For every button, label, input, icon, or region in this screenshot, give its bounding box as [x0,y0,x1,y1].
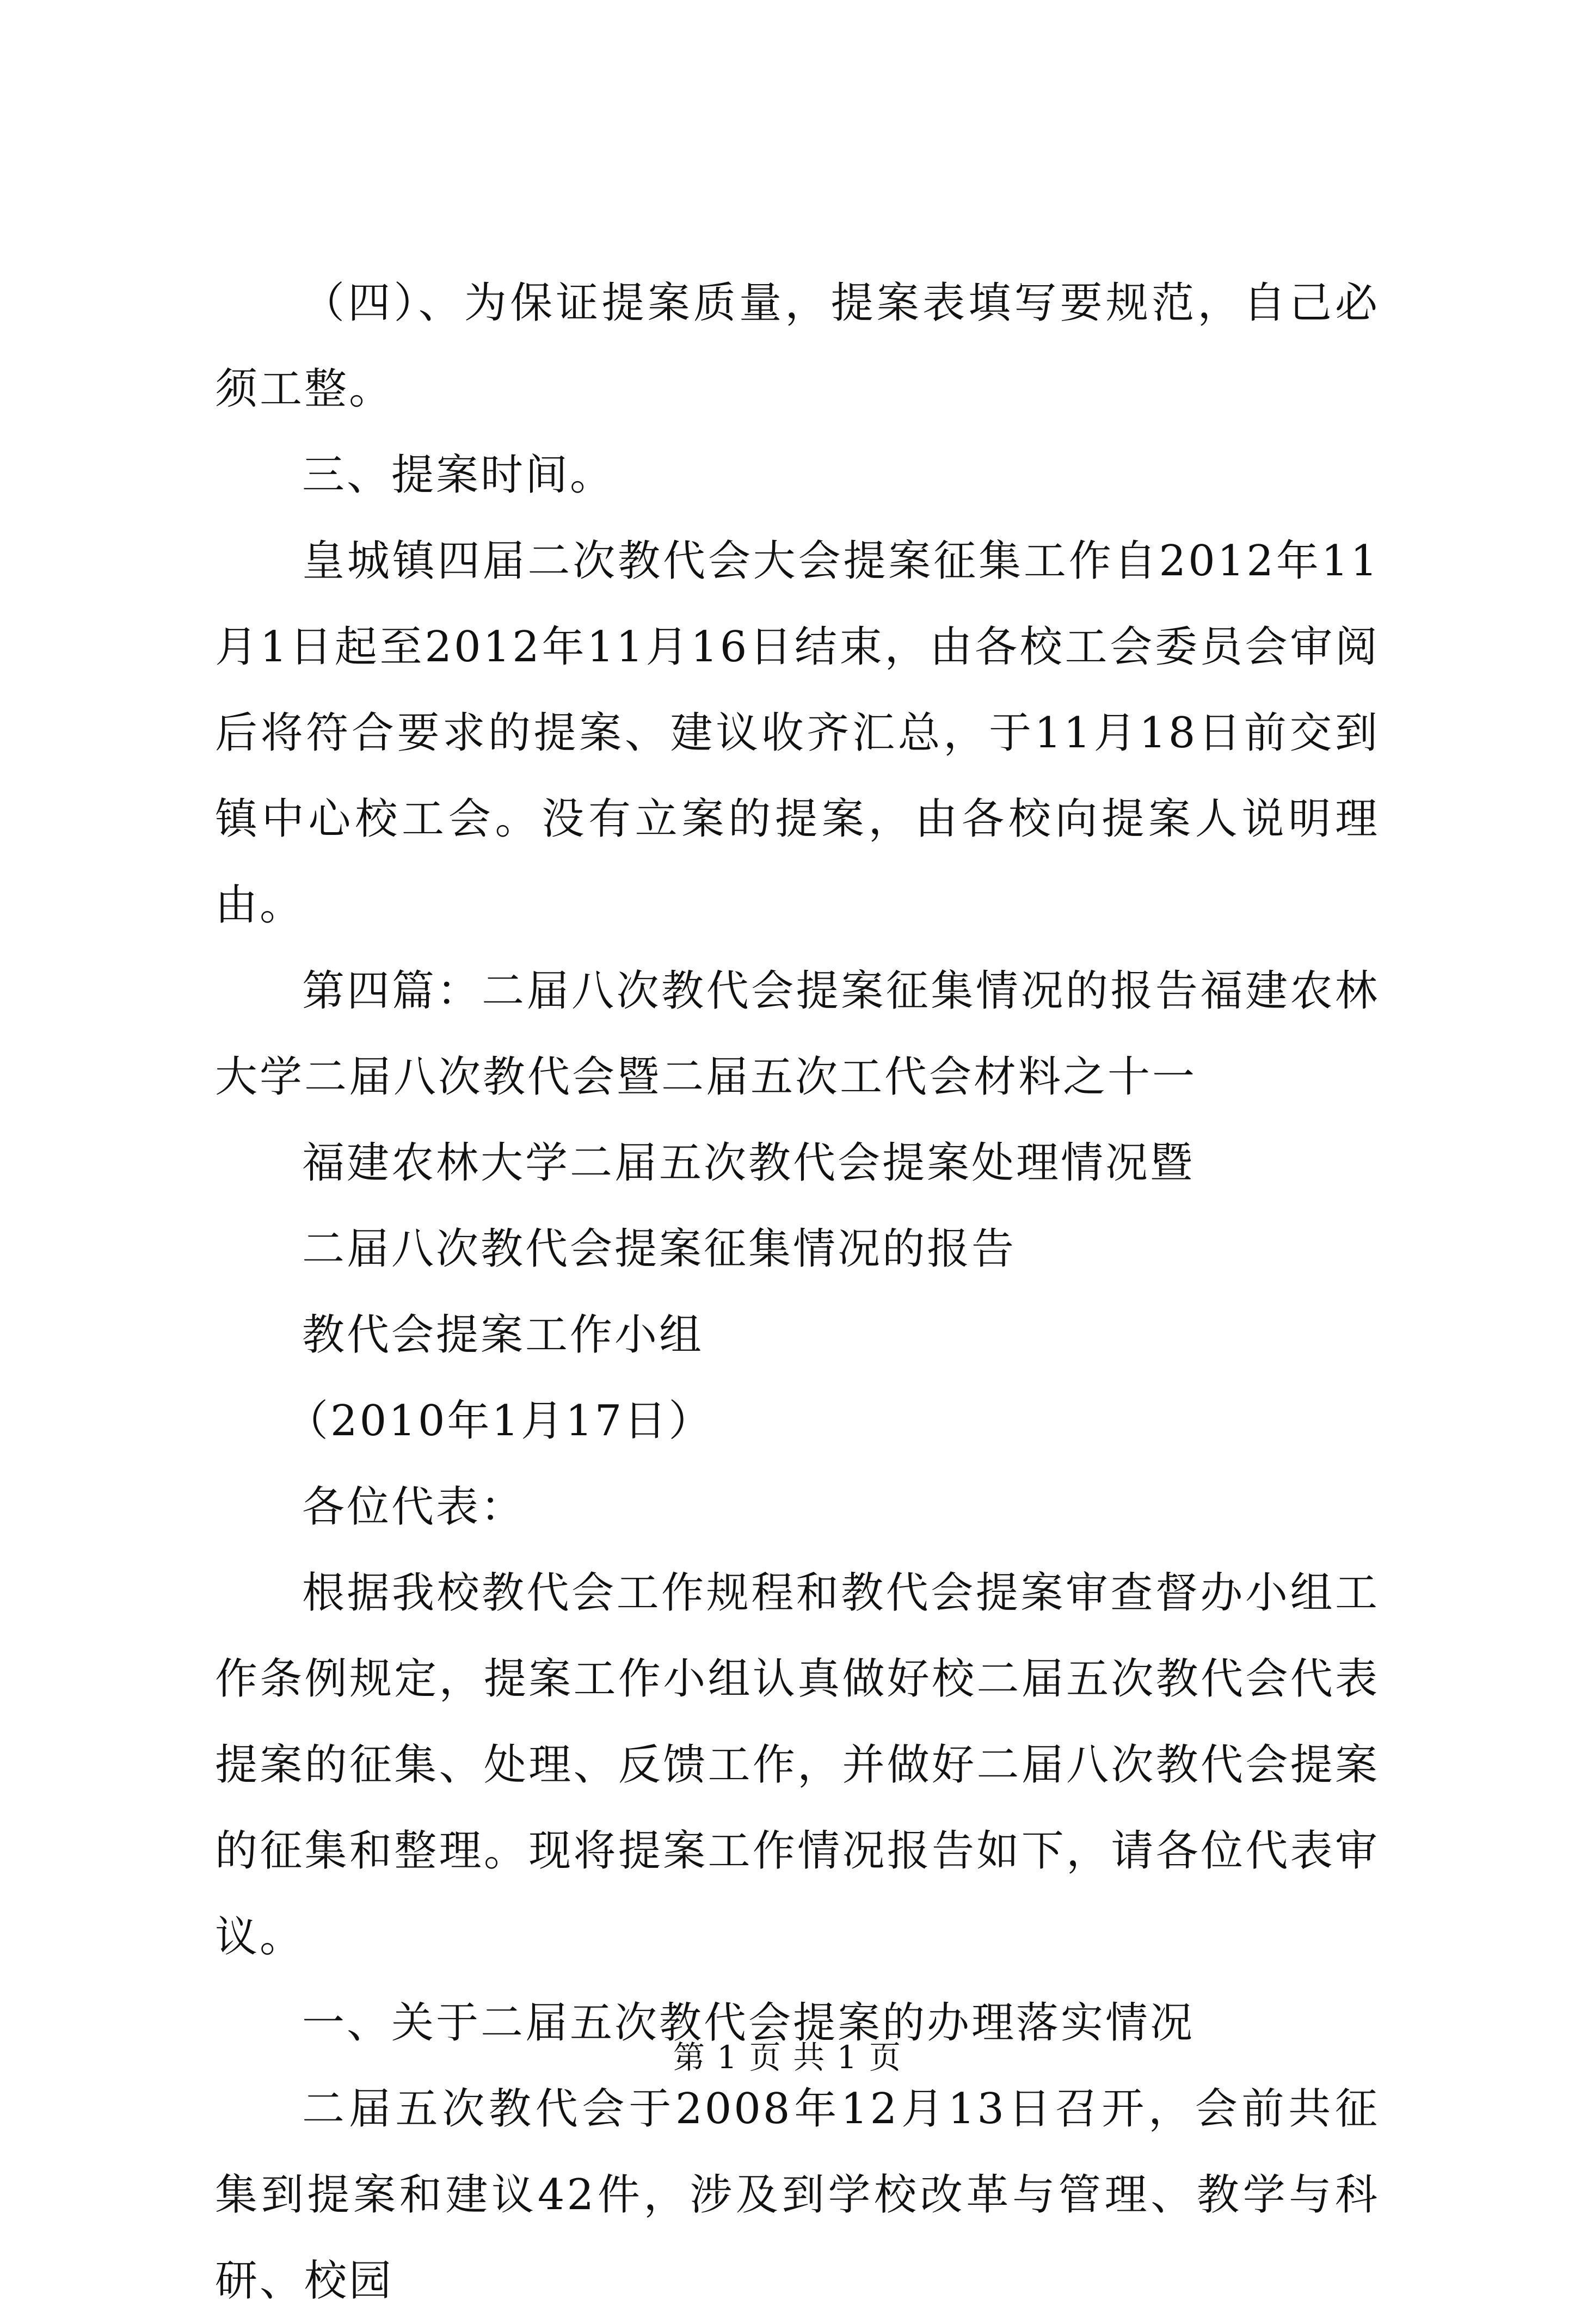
paragraph-section-one-body: 二届五次教代会于2008年12月13日召开，会前共征集到提案和建议42件，涉及到学校改革与管理、教学与科研、校园 [215,2085,1380,2305]
page-footer: 第 1 页 共 1 页 [673,2039,902,2076]
paragraph-section-three-heading: 三、提案时间。 [302,451,615,500]
document-body [215,260,1380,2324]
paragraph-report-title-line1: 福建农林大学二届五次教代会提案处理情况暨 [302,1139,1195,1188]
paragraph-proposal-time: 皇城镇四届二次教代会大会提案征集工作自2012年11月1日起至2012年11月16日结束，由各校工会委员会审阅后将符合要求的提案、建议收齐汇总，于11月18日前交到镇中心校工会。没有立案的提案，由各校向提案人说明理由。 [215,537,1380,930]
paragraph-proposal-quality: （四）、为保证提案质量，提案表填写要规范，自己必须工整。 [215,279,1380,414]
paragraph-report-title-line2: 二届八次教代会提案征集情况的报告 [302,1225,1017,1274]
paragraph-author: 教代会提案工作小组 [302,1311,704,1360]
paragraph-introduction: 根据我校教代会工作规程和教代会提案审查督办小组工作条例规定，提案工作小组认真做好校二届五次教代会代表提案的征集、处理、反馈工作，并做好二届八次教代会提案的征集和整理。现将提案工作情况报告如下，请各位代表审议。 [215,1569,1380,1962]
paragraph-section-one-heading: 一、关于二届五次教代会提案的办理落实情况 [302,1999,1195,2048]
paragraph-date: （2010年1月17日） [286,1397,713,1446]
paragraph-salutation: 各位代表： [302,1483,526,1532]
paragraph-fourth-article-title: 第四篇：二届八次教代会提案征集情况的报告福建农林大学二届八次教代会暨二届五次工代会材料之十一 [215,967,1380,1102]
